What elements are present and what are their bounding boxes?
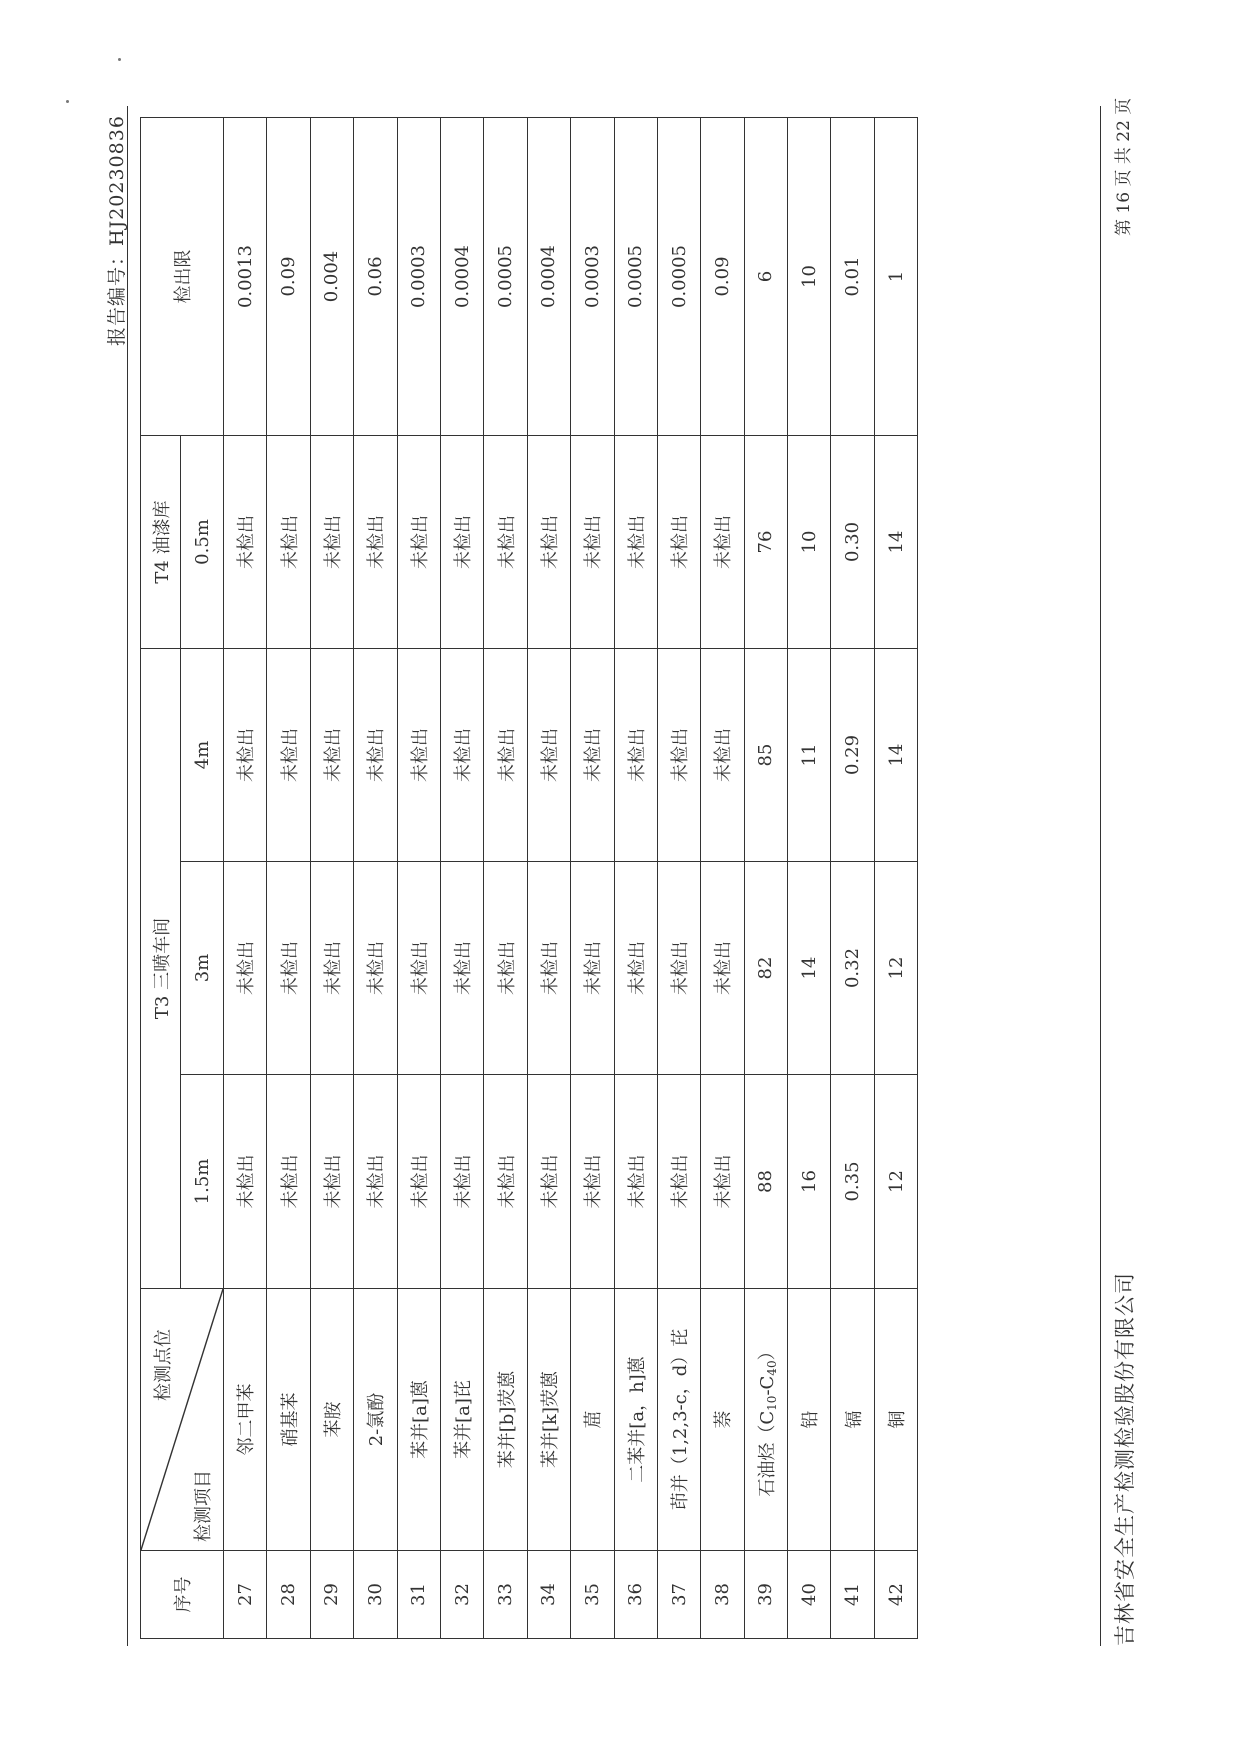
row-limit: 0.0005 (484, 118, 527, 436)
header-group-t3: T3 三喷车间 (141, 649, 181, 1289)
row-value: 12 (874, 1075, 917, 1289)
row-value: 未检出 (701, 1075, 744, 1289)
header-diagonal (141, 1289, 224, 1551)
row-limit: 0.0005 (614, 118, 657, 436)
row-value: 未检出 (484, 649, 527, 862)
row-value: 未检出 (527, 1075, 570, 1289)
table-row (831, 118, 874, 1639)
row-value: 未检出 (527, 862, 570, 1075)
row-value: 未检出 (614, 649, 657, 862)
row-value: 未检出 (484, 1075, 527, 1289)
row-limit: 0.0013 (224, 118, 267, 436)
row-value: 未检出 (657, 1075, 700, 1289)
header-seq: 序号 (141, 1551, 224, 1639)
row-value: 未检出 (397, 862, 440, 1075)
row-value: 14 (874, 436, 917, 649)
row-value: 82 (744, 862, 787, 1075)
row-value: 0.30 (831, 436, 874, 649)
row-value: 12 (874, 862, 917, 1075)
row-value: 未检出 (354, 649, 397, 862)
header-depth: 3m (181, 862, 224, 1075)
row-value: 未检出 (224, 649, 267, 862)
row-item: 萘 (701, 1289, 744, 1551)
table-row (788, 118, 831, 1639)
row-item: 苯并[k]荧蒽 (527, 1289, 570, 1551)
table-row (267, 118, 310, 1639)
row-value: 0.35 (831, 1075, 874, 1289)
row-value: 未检出 (571, 862, 614, 1075)
row-seq: 28 (267, 1551, 310, 1639)
row-seq: 31 (397, 1551, 440, 1639)
row-value: 未检出 (354, 436, 397, 649)
row-limit: 0.0003 (571, 118, 614, 436)
row-value: 未检出 (267, 649, 310, 862)
row-value: 未检出 (657, 649, 700, 862)
row-limit: 0.09 (267, 118, 310, 436)
table-row (614, 118, 657, 1639)
row-value: 未检出 (310, 862, 353, 1075)
header-depth: 4m (181, 649, 224, 862)
row-item-sub-1: 10 (764, 1395, 779, 1411)
row-value: 未检出 (440, 436, 483, 649)
row-item: 苯胺 (310, 1289, 353, 1551)
row-value: 未检出 (657, 862, 700, 1075)
table-row (354, 118, 397, 1639)
row-value: 未检出 (224, 1075, 267, 1289)
row-value: 未检出 (527, 436, 570, 649)
row-item: 铅 (788, 1289, 831, 1551)
table-row (874, 118, 917, 1639)
row-item-mid: -C (756, 1375, 778, 1396)
row-value: 未检出 (440, 1075, 483, 1289)
row-value: 未检出 (224, 436, 267, 649)
row-value: 11 (788, 649, 831, 862)
table-row (484, 118, 527, 1639)
row-item: 䓛 (571, 1289, 614, 1551)
header-limit: 检出限 (141, 118, 224, 436)
row-value: 未检出 (614, 862, 657, 1075)
row-value: 88 (744, 1075, 787, 1289)
row-limit: 10 (788, 118, 831, 436)
row-item: 茚并（1,2,3-c，d）芘 (657, 1289, 700, 1551)
row-seq: 27 (224, 1551, 267, 1639)
row-seq: 40 (788, 1551, 831, 1639)
report-number-label: 报告编号： (106, 245, 128, 346)
row-value: 0.29 (831, 649, 874, 862)
row-value: 未检出 (397, 436, 440, 649)
row-seq: 32 (440, 1551, 483, 1639)
row-limit: 0.004 (310, 118, 353, 436)
row-limit: 0.0004 (440, 118, 483, 436)
table-row (527, 118, 570, 1639)
row-value: 85 (744, 649, 787, 862)
row-value: 未检出 (354, 862, 397, 1075)
row-value: 未检出 (224, 862, 267, 1075)
row-item: 苯并[a]蒽 (397, 1289, 440, 1551)
row-item-sub-2: 40 (764, 1360, 779, 1376)
test-results-table (140, 117, 918, 1639)
row-value: 未检出 (310, 436, 353, 649)
header-row-1 (141, 118, 181, 1639)
row-seq: 41 (831, 1551, 874, 1639)
row-value: 未检出 (657, 436, 700, 649)
row-item-suffix: ） (756, 1342, 778, 1361)
header-point: 检测点位 (153, 1329, 174, 1401)
table-row (701, 118, 744, 1639)
row-item: 铜 (874, 1289, 917, 1551)
row-seq: 38 (701, 1551, 744, 1639)
row-item: 邻二甲苯 (224, 1289, 267, 1551)
row-value: 未检出 (701, 436, 744, 649)
header-depth: 0.5m (181, 436, 224, 649)
table-row (571, 118, 614, 1639)
header-rule (127, 106, 128, 1646)
row-item: 镉 (831, 1289, 874, 1551)
row-value: 未检出 (267, 1075, 310, 1289)
row-value: 14 (788, 862, 831, 1075)
row-limit: 0.0003 (397, 118, 440, 436)
table-row (224, 118, 267, 1639)
row-item: 苯并[b]荧蒽 (484, 1289, 527, 1551)
row-value: 未检出 (527, 649, 570, 862)
row-seq: 29 (310, 1551, 353, 1639)
row-value: 未检出 (571, 436, 614, 649)
row-value: 未检出 (614, 436, 657, 649)
row-value: 14 (874, 649, 917, 862)
row-seq: 34 (527, 1551, 570, 1639)
row-value: 未检出 (484, 862, 527, 1075)
row-value: 未检出 (571, 1075, 614, 1289)
row-value: 未检出 (701, 862, 744, 1075)
row-value: 未检出 (267, 862, 310, 1075)
row-value: 10 (788, 436, 831, 649)
header-group-t4: T4 油漆库 (141, 436, 181, 649)
table-row (310, 118, 353, 1639)
row-value: 未检出 (484, 436, 527, 649)
row-value: 未检出 (614, 1075, 657, 1289)
row-seq: 37 (657, 1551, 700, 1639)
table-row (744, 118, 787, 1639)
row-value: 未检出 (440, 862, 483, 1075)
footer-company: 吉林省安全生产检测检验股份有限公司 (1113, 1272, 1137, 1646)
row-seq: 35 (571, 1551, 614, 1639)
row-value: 未检出 (701, 649, 744, 862)
row-item (744, 1289, 787, 1551)
row-seq: 33 (484, 1551, 527, 1639)
row-limit: 0.01 (831, 118, 874, 436)
report-number-value: HJ20230836 (106, 115, 128, 246)
row-value: 未检出 (571, 649, 614, 862)
row-limit: 1 (874, 118, 917, 436)
row-limit: 6 (744, 118, 787, 436)
row-seq: 42 (874, 1551, 917, 1639)
row-item: 2-氯酚 (354, 1289, 397, 1551)
row-item: 二苯并[a，h]蒽 (614, 1289, 657, 1551)
row-value: 76 (744, 436, 787, 649)
table-row (397, 118, 440, 1639)
row-value: 未检出 (397, 649, 440, 862)
table-row (440, 118, 483, 1639)
row-seq: 30 (354, 1551, 397, 1639)
row-limit: 0.09 (701, 118, 744, 436)
row-limit: 0.0005 (657, 118, 700, 436)
header-item: 检测项目 (193, 1470, 214, 1542)
row-seq: 39 (744, 1551, 787, 1639)
table-row (657, 118, 700, 1639)
row-value: 未检出 (267, 436, 310, 649)
row-value: 未检出 (310, 1075, 353, 1289)
row-item-prefix: 石油烃（C (756, 1410, 778, 1497)
row-limit: 0.0004 (527, 118, 570, 436)
footer-page-number: 第 16 页 共 22 页 (1114, 97, 1134, 236)
row-seq: 36 (614, 1551, 657, 1639)
row-value: 未检出 (440, 649, 483, 862)
row-item: 硝基苯 (267, 1289, 310, 1551)
row-value: 未检出 (397, 1075, 440, 1289)
row-value: 0.32 (831, 862, 874, 1075)
row-item: 苯并[a]芘 (440, 1289, 483, 1551)
row-value: 未检出 (310, 649, 353, 862)
row-value: 未检出 (354, 1075, 397, 1289)
row-value: 16 (788, 1075, 831, 1289)
header-depth: 1.5m (181, 1075, 224, 1289)
report-number (102, 116, 129, 346)
row-limit: 0.06 (354, 118, 397, 436)
footer-rule (1100, 106, 1101, 1646)
